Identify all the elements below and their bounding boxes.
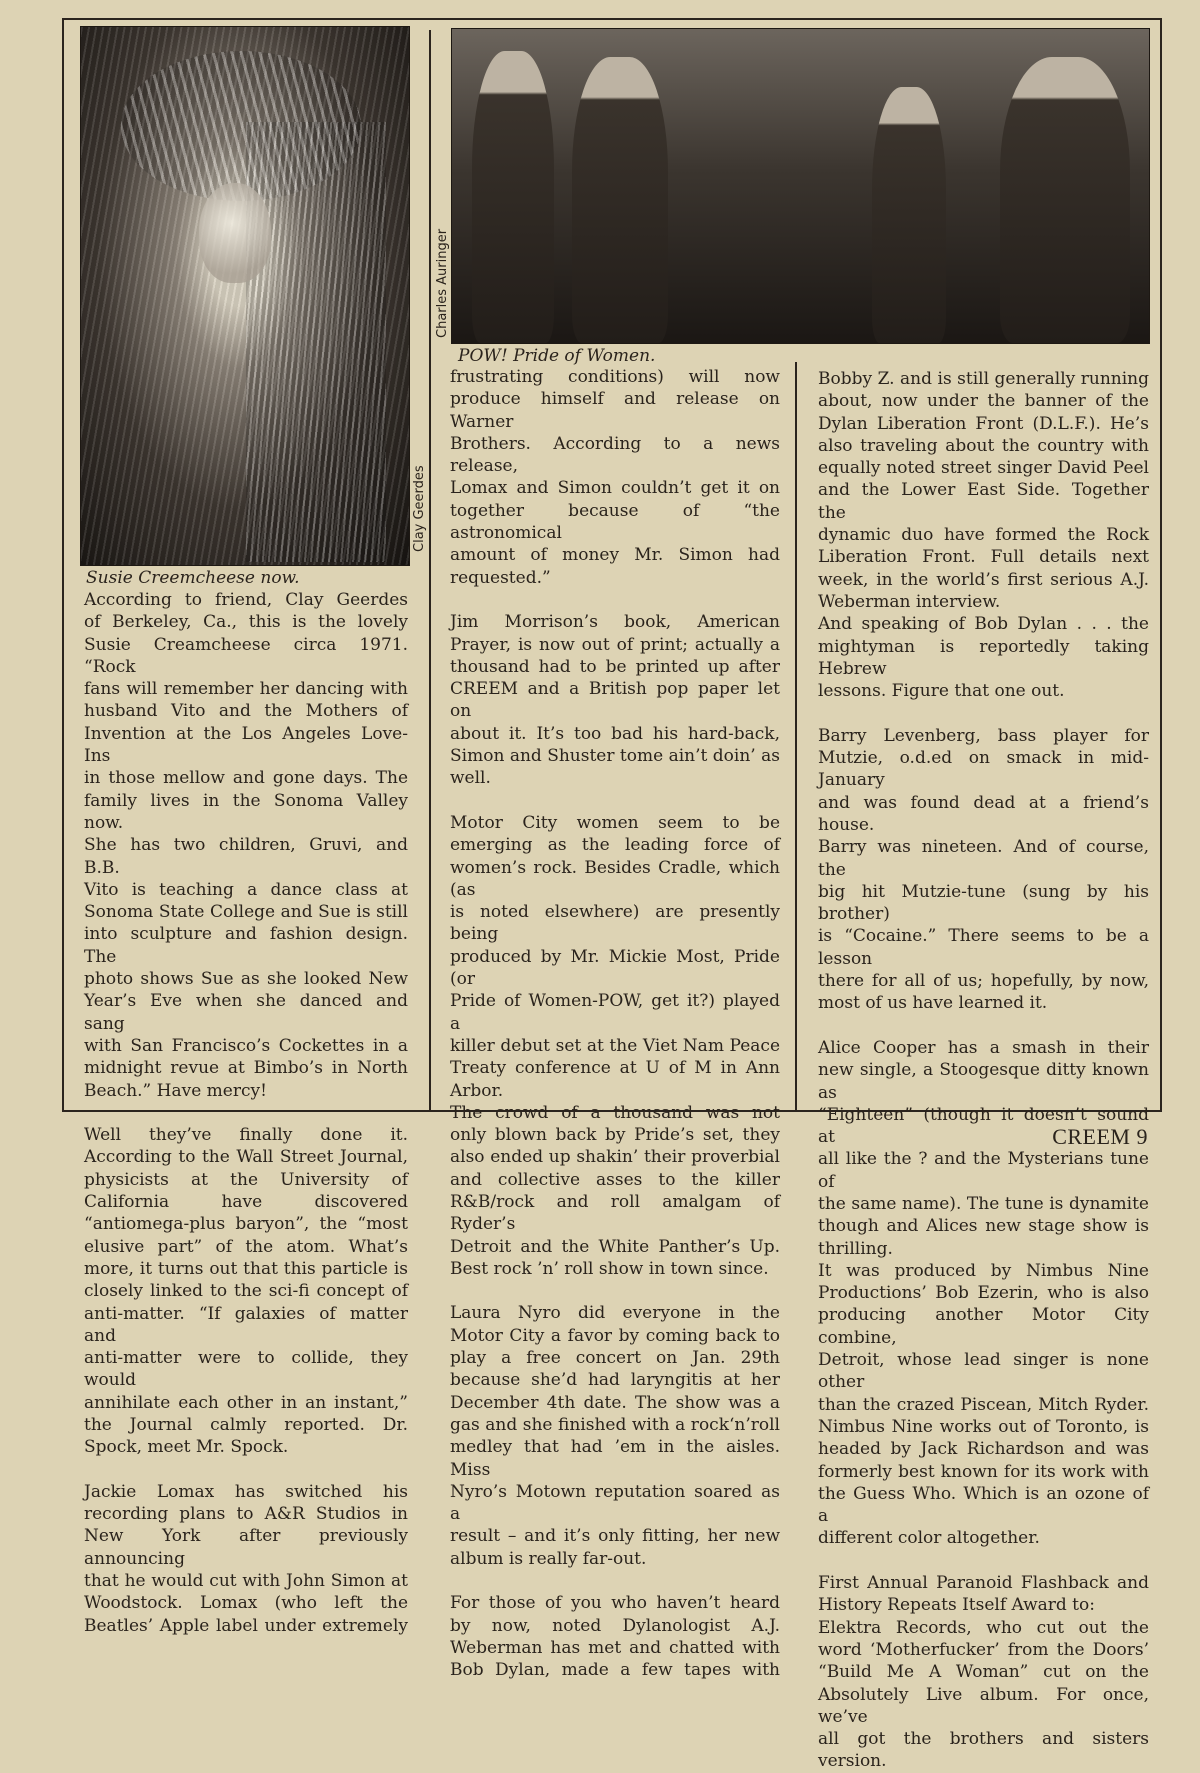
text-line: big hit Mutzie-tune (sung by his brother) [818, 881, 1149, 925]
text-line: killer debut set at the Viet Nam Peace [450, 1035, 780, 1056]
text-line: the same name). The tune is dynamite [818, 1193, 1149, 1214]
text-line: album is really far-out. [450, 1548, 647, 1569]
text-line: Weberman interview. [818, 591, 1001, 612]
text-line: anti-matter were to collide, they would [84, 1348, 408, 1391]
text-line: about it. It’s too bad his hard-back, [450, 723, 780, 744]
text-line: Well they’ve finally done it. [84, 1125, 408, 1146]
text-line: December 4th date. The show was a [450, 1392, 780, 1413]
text-line: different color altogether. [818, 1528, 1040, 1549]
text-line: Beatles’ Apple label under extremely [84, 1615, 408, 1636]
text-line: Brothers. According to a news release, [450, 433, 780, 477]
text-line: well. [450, 768, 491, 789]
text-line: R&B/rock and roll amalgam of Ryder’s [450, 1191, 780, 1235]
text-line: Year’s Eve when she danced and sang [84, 991, 408, 1034]
text-line: more, it turns out that this particle is [84, 1258, 408, 1279]
text-line: family lives in the Sonoma Valley now. [84, 790, 408, 833]
text-line: closely linked to the sci-fi concept of [84, 1281, 408, 1302]
text-line: recording plans to A&R Studios in [84, 1504, 408, 1525]
band-member-2 [572, 57, 668, 343]
text-line: Beach.” Have mercy! [84, 1080, 267, 1101]
text-line: Elektra Records, who cut out the [818, 1617, 1149, 1638]
text-line: also ended up shakin’ their proverbial [450, 1147, 780, 1168]
photo-credit-left: Clay Geerdes [412, 465, 427, 552]
text-line: Weberman has met and chatted with [450, 1637, 780, 1658]
text-line: Laura Nyro did everyone in the [450, 1303, 780, 1324]
text-line: amount of money Mr. Simon had [450, 545, 780, 566]
text-line: women’s rock. Besides Cradle, which (as [450, 857, 780, 900]
text-line: Detroit, whose lead singer is none other [818, 1350, 1149, 1393]
text-line: Motor City a favor by coming back to [450, 1325, 780, 1346]
pow-band-photo [451, 28, 1150, 344]
text-line: anti-matter. “If galaxies of matter and [84, 1303, 408, 1346]
photo-caption-left: Susie Creemcheese now. [86, 568, 300, 588]
text-line: Best rock ’n’ roll show in town since. [450, 1258, 769, 1279]
text-line: Bobby Z. and is still generally running [818, 369, 1149, 389]
text-line: thrilling. [818, 1238, 893, 1259]
photo-hair-shape [246, 122, 386, 562]
text-line: Alice Cooper has a smash in their [818, 1037, 1149, 1058]
text-line: annihilate each other in an instant,” [84, 1392, 408, 1413]
text-line: History Repeats Itself Award to: [818, 1595, 1095, 1616]
text-line: elusive part” of the atom. What’s [84, 1236, 408, 1257]
text-line: New York after previously announcing [84, 1526, 408, 1569]
text-line: dynamic duo have formed the Rock [818, 525, 1149, 546]
text-line: all got the brothers and sisters version. [818, 1729, 1149, 1772]
text-line: lessons. Figure that one out. [818, 681, 1065, 702]
text-line: and was found dead at a friend’s house. [818, 792, 1149, 835]
text-line: together because of “the astronomical [450, 500, 780, 544]
text-line: Jim Morrison’s book, American [450, 612, 780, 633]
middle-column-text [450, 366, 780, 1682]
text-line: Dylan Liberation Front (D.L.F.). He’s [818, 413, 1149, 434]
text-line: all like the ? and the Mysterians tune of [818, 1149, 1149, 1192]
text-line: play a free concert on Jan. 29th [450, 1348, 780, 1369]
text-line: producing another Motor City combine, [818, 1305, 1149, 1348]
text-line: CREEM and a British pop paper let on [450, 679, 780, 722]
text-line: Susie Creamcheese circa 1971. “Rock [84, 634, 408, 677]
text-line: into sculpture and fashion design. The [84, 924, 408, 967]
photo-caption-top: POW! Pride of Women. [458, 346, 656, 366]
text-line: Woodstock. Lomax (who left the [84, 1593, 408, 1614]
text-line: Barry was nineteen. And of course, the [818, 837, 1149, 880]
text-line: week, in the world’s first serious A.J. [818, 569, 1149, 590]
column-rule-top [429, 30, 431, 360]
text-line: husband Vito and the Mothers of [84, 701, 408, 722]
text-line: frustrating conditions) will now [450, 367, 780, 387]
text-line: the Guess Who. Which is an ozone of a [818, 1483, 1149, 1527]
text-line: Liberation Front. Full details next [818, 547, 1149, 568]
text-line: Bob Dylan, made a few tapes with [450, 1660, 780, 1681]
text-line: Spock, meet Mr. Spock. [84, 1437, 289, 1458]
text-line: that he would cut with John Simon at [84, 1571, 408, 1592]
text-line: also traveling about the country with [818, 435, 1149, 456]
text-line: Detroit and the White Panther’s Up. [450, 1236, 780, 1257]
text-line: According to friend, Clay Geerdes [84, 590, 408, 610]
text-line: by now, noted Dylanologist A.J. [450, 1615, 780, 1636]
text-line: headed by Jack Richardson and was [818, 1439, 1149, 1460]
text-line: Invention at the Los Angeles Love-Ins [84, 723, 408, 767]
text-line: Simon and Shuster tome ain’t doin’ as [450, 746, 780, 767]
text-line: in those mellow and gone days. The [84, 768, 408, 789]
text-line: physicists at the University of [84, 1169, 408, 1190]
text-line: “Eighteen” (though it doesn’t sound at [818, 1104, 1149, 1148]
text-line: Mutzie, o.d.ed on smack in mid-January [818, 748, 1149, 791]
text-line: formerly best known for its work with [818, 1461, 1149, 1482]
text-line: because she’d had laryngitis at her [450, 1370, 780, 1391]
text-line: Nyro’s Motown reputation soared as a [450, 1481, 780, 1525]
text-line: requested.” [450, 567, 551, 588]
photo-credit-top: Charles Auringer [435, 228, 450, 338]
text-line: Sonoma State College and Sue is still [84, 902, 408, 923]
text-line: is “Cocaine.” There seems to be a lesson [818, 926, 1149, 969]
column-rule-left [429, 360, 431, 1110]
text-line: new single, a Stoogesque ditty known as [818, 1060, 1149, 1103]
text-line: word ‘Motherfucker’ from the Doors’ [818, 1639, 1149, 1660]
susie-creamcheese-photo [80, 26, 410, 566]
text-line: the Journal calmly reported. Dr. [84, 1414, 408, 1435]
text-line: Barry Levenberg, bass player for [818, 725, 1149, 746]
text-line: Pride of Women-POW, get it?) played a [450, 991, 780, 1034]
band-member-3 [872, 87, 946, 343]
text-line: fans will remember her dancing with [84, 679, 408, 700]
text-line: For those of you who haven’t heard [450, 1593, 780, 1614]
text-line: Treaty conference at U of M in Ann [450, 1058, 780, 1079]
text-line: photo shows Sue as she looked New [84, 969, 408, 990]
text-line: It was produced by Nimbus Nine [818, 1260, 1149, 1281]
text-line: midnight revue at Bimbo’s in North [84, 1058, 408, 1079]
text-line: thousand had to be printed up after [450, 656, 780, 677]
column-rule-right [795, 362, 797, 1110]
text-line: She has two children, Gruvi, and B.B. [84, 835, 408, 878]
text-line: only blown back by Pride’s set, they [450, 1125, 780, 1146]
text-line: mightyman is reportedly taking Hebrew [818, 636, 1149, 679]
text-line: Vito is teaching a dance class at [84, 879, 408, 900]
text-line: California have discovered [84, 1192, 408, 1213]
text-line: And speaking of Bob Dylan . . . the [818, 614, 1149, 635]
text-line: produced by Mr. Mickie Most, Pride (or [450, 946, 780, 990]
page-folio: CREEM 9 [1052, 1124, 1148, 1149]
text-line: Motor City women seem to be [450, 812, 780, 833]
text-line: gas and she finished with a rock‘n’roll [450, 1414, 780, 1435]
text-line: The crowd of a thousand was not [450, 1102, 780, 1123]
text-line: “antiomega-plus baryon”, the “most [84, 1214, 408, 1235]
text-line: and collective asses to the killer [450, 1169, 780, 1190]
text-line: equally noted street singer David Peel [818, 458, 1149, 479]
text-line: is noted elsewhere) are presently being [450, 902, 780, 945]
text-line: of Berkeley, Ca., this is the lovely [84, 612, 408, 633]
text-line: though and Alices new stage show is [818, 1216, 1149, 1237]
text-line: Productions’ Bob Ezerin, who is also [818, 1283, 1149, 1304]
text-line: medley that had ’em in the aisles. Miss [450, 1437, 780, 1480]
text-line: most of us have learned it. [818, 993, 1048, 1014]
text-line: First Annual Paranoid Flashback and [818, 1573, 1149, 1594]
text-line: Lomax and Simon couldn’t get it on [450, 478, 780, 499]
text-line: Absolutely Live album. For once, we’ve [818, 1684, 1149, 1727]
text-line: Nimbus Nine works out of Toronto, is [818, 1416, 1149, 1437]
text-line: there for all of us; hopefully, by now, [818, 971, 1149, 992]
text-line: According to the Wall Street Journal, [84, 1147, 408, 1168]
band-member-4 [1000, 57, 1130, 343]
text-line: Jackie Lomax has switched his [84, 1481, 408, 1502]
text-line: than the crazed Piscean, Mitch Ryder. [818, 1394, 1149, 1415]
text-line: “Build Me A Woman” cut on the [818, 1662, 1149, 1683]
photo-face-shape [199, 183, 271, 283]
left-column-text [84, 589, 408, 1637]
text-line: Arbor. [450, 1080, 504, 1101]
text-line: Prayer, is now out of print; actually a [450, 634, 780, 655]
text-line: result – and it’s only fitting, her new [450, 1526, 780, 1547]
text-line: emerging as the leading force of [450, 835, 780, 856]
text-line: about, now under the banner of the [818, 391, 1149, 412]
text-line: produce himself and release on Warner [450, 389, 780, 432]
text-line: and the Lower East Side. Together the [818, 480, 1149, 523]
band-member-1 [472, 51, 554, 343]
text-line: with San Francisco’s Cockettes in a [84, 1035, 408, 1056]
